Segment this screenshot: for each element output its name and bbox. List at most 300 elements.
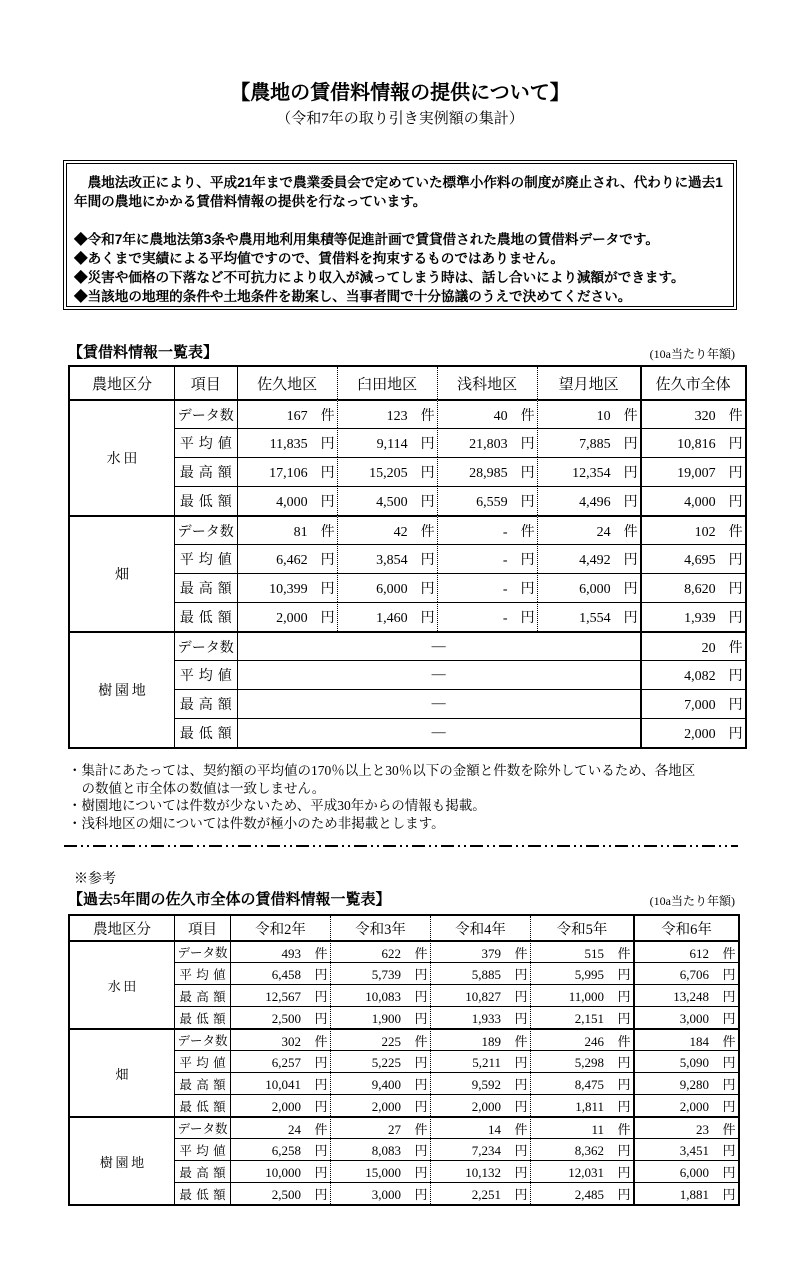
page-subtitle: （令和7年の取り引き実例額の集計）	[276, 111, 524, 127]
value-cell	[230, 1072, 330, 1094]
value: 2,251	[471, 1187, 502, 1202]
value: 102	[694, 524, 716, 540]
unit-label: 円	[514, 1055, 528, 1070]
unit-label: 円	[314, 1187, 328, 1202]
unit-label: 円	[520, 466, 535, 481]
item-cell: データ数	[174, 515, 237, 544]
value: 2,000	[471, 1099, 502, 1114]
value-cell	[633, 1094, 738, 1116]
value-cell	[437, 573, 537, 602]
value: 10,132	[465, 1165, 502, 1180]
value: 5,211	[472, 1055, 502, 1070]
category-cell: 樹園地	[70, 631, 174, 747]
value: -	[502, 611, 508, 626]
merged-empty-cell: ―	[237, 689, 640, 718]
value: 2,000	[684, 727, 716, 742]
table2-caption-row	[68, 888, 735, 909]
unit-label: 円	[414, 967, 428, 982]
value: 6,559	[476, 495, 508, 510]
value-cell	[330, 1072, 430, 1094]
value: 225	[381, 1033, 402, 1049]
unit-label: 円	[420, 611, 435, 626]
value-cell	[633, 1072, 738, 1094]
unit-label: 円	[320, 466, 335, 481]
value-cell	[330, 1028, 430, 1050]
section-divider	[64, 845, 738, 847]
unit-label: 円	[728, 495, 743, 510]
value: 515	[584, 945, 605, 961]
value-cell	[430, 1072, 530, 1094]
value-cell	[530, 1116, 633, 1138]
intro-box	[63, 160, 737, 310]
value-cell	[640, 544, 745, 573]
item-cell: 最高額	[174, 689, 237, 718]
unit-label: 円	[520, 582, 535, 597]
page-title: 【農地の賃借料情報の提供について】	[230, 82, 570, 104]
column-header: 令和6年	[633, 916, 738, 940]
unit-label: 円	[420, 437, 435, 452]
unit-label: 円	[414, 1165, 428, 1180]
intro-bullet: ◆災害や価格の下落など不可抗力により収入が減ってしまう時は、話し合いにより減額ができます。	[74, 270, 685, 285]
column-header: 農地区分	[93, 921, 151, 938]
category-cell: 水田	[70, 940, 174, 1028]
unit-label: 円	[728, 698, 743, 713]
value: 320	[694, 408, 716, 424]
unit-label: 円	[728, 553, 743, 568]
value-cell	[330, 1116, 430, 1138]
value: 10,000	[265, 1165, 302, 1180]
value-cell	[537, 573, 640, 602]
item-cell: 最低額	[174, 486, 237, 515]
value: 6,458	[271, 967, 302, 982]
unit-label: 円	[617, 1143, 631, 1158]
value-cell	[330, 1050, 430, 1072]
unit-label: 円	[722, 1143, 736, 1158]
value-cell	[430, 1182, 530, 1204]
value-cell	[640, 515, 745, 544]
value-cell	[640, 399, 745, 428]
value: 9,280	[679, 1077, 710, 1092]
value-cell	[237, 602, 337, 631]
unit-label: 円	[314, 1099, 328, 1114]
unit-label: 円	[617, 1055, 631, 1070]
unit-label: 円	[623, 553, 638, 568]
unit-label: 件	[514, 1121, 528, 1137]
value: 4,082	[684, 669, 716, 684]
value: 5,739	[371, 967, 402, 982]
column-header: 佐久市全体	[640, 367, 745, 399]
value-cell	[530, 1160, 633, 1182]
value-cell	[237, 399, 337, 428]
value-cell	[537, 399, 640, 428]
value-cell	[237, 457, 337, 486]
value: 12,567	[265, 989, 302, 1004]
value-cell	[530, 1094, 633, 1116]
value-cell	[537, 457, 640, 486]
unit-label: 円	[623, 495, 638, 510]
value: 20	[701, 640, 716, 656]
unit-label: 円	[414, 989, 428, 1004]
unit-label: 件	[314, 1121, 328, 1137]
intro-paragraph: 農地法改正により、平成21年まで農業委員会で定めていた標準小作料の制度が廃止され、代わりに過去1年間の農地にかかる賃借料情報の提供を行なっています。	[74, 175, 723, 209]
unit-label: 件	[728, 640, 743, 656]
value: 612	[689, 945, 710, 961]
value: 6,000	[376, 582, 408, 597]
unit-label: 円	[617, 967, 631, 982]
value: 10,399	[269, 582, 308, 597]
value: 9,114	[376, 437, 408, 452]
item-cell: 最高額	[174, 1160, 230, 1182]
item-cell: 平均値	[174, 1050, 230, 1072]
value: 2,000	[271, 1099, 302, 1114]
value-cell	[330, 1006, 430, 1028]
value-cell	[633, 1160, 738, 1182]
unit-label: 円	[623, 466, 638, 481]
value-cell	[640, 457, 745, 486]
value: 5,090	[679, 1055, 710, 1070]
value-cell	[230, 1138, 330, 1160]
value: 167	[286, 408, 308, 424]
item-cell: 最低額	[174, 602, 237, 631]
value-cell	[640, 602, 745, 631]
value: 11	[591, 1121, 605, 1137]
value-cell	[640, 573, 745, 602]
value-cell	[237, 428, 337, 457]
table1-caption: 【賃借料情報一覧表】	[68, 345, 219, 361]
unit-label: 円	[314, 1077, 328, 1092]
unit-label: 円	[314, 1165, 328, 1180]
unit-label: 件	[623, 408, 638, 424]
value-cell	[633, 940, 738, 962]
unit-label: 円	[314, 967, 328, 982]
value: 8,083	[371, 1143, 402, 1158]
merged-empty-cell: ―	[237, 718, 640, 747]
value-cell	[237, 544, 337, 573]
value-cell	[337, 399, 437, 428]
table2-caption: 【過去5年間の佐久市全体の賃借料情報一覧表】	[68, 892, 391, 908]
value-cell	[530, 1182, 633, 1204]
unit-label: 件	[414, 1033, 428, 1049]
unit-label: 円	[623, 582, 638, 597]
value-cell	[640, 660, 745, 689]
value: 2,000	[679, 1099, 710, 1114]
unit-label: 円	[617, 1165, 631, 1180]
value: 7,234	[471, 1143, 502, 1158]
value-cell	[337, 515, 437, 544]
value-cell	[430, 1028, 530, 1050]
value-cell	[237, 573, 337, 602]
five-year-history-table	[68, 914, 740, 1206]
unit-label: 円	[420, 553, 435, 568]
rental-info-table	[68, 365, 747, 749]
unit-label: 円	[314, 1055, 328, 1070]
value-cell	[537, 428, 640, 457]
value: 8,475	[574, 1077, 605, 1092]
unit-label: 円	[514, 989, 528, 1004]
unit-label: 円	[320, 437, 335, 452]
value-cell	[230, 1028, 330, 1050]
item-cell: データ数	[174, 1116, 230, 1138]
value: 6,000	[579, 582, 611, 597]
value-cell	[330, 940, 430, 962]
value: -	[502, 524, 508, 540]
unit-label: 円	[414, 1077, 428, 1092]
value-cell	[640, 486, 745, 515]
unit-label: 円	[520, 495, 535, 510]
unit-label: 円	[728, 727, 743, 742]
item-cell: データ数	[174, 1028, 230, 1050]
value: 11,835	[269, 437, 308, 452]
column-header: 令和3年	[330, 916, 430, 940]
value-cell	[633, 1028, 738, 1050]
value-cell	[337, 428, 437, 457]
value: 3,000	[371, 1187, 402, 1202]
unit-label: 円	[414, 1055, 428, 1070]
value-cell	[430, 1138, 530, 1160]
unit-label: 円	[414, 1011, 428, 1026]
value: 10	[596, 408, 611, 424]
value: 302	[281, 1033, 302, 1049]
value: 7,000	[684, 698, 716, 713]
value-cell	[633, 1138, 738, 1160]
value: 189	[481, 1033, 502, 1049]
value-cell	[230, 1050, 330, 1072]
value-cell	[537, 544, 640, 573]
column-header: 望月地区	[537, 367, 640, 399]
value-cell	[640, 718, 745, 747]
value-cell	[230, 1006, 330, 1028]
item-cell: 平均値	[174, 428, 237, 457]
value: 622	[381, 945, 402, 961]
value: 9,592	[471, 1077, 502, 1092]
value-cell	[530, 940, 633, 962]
value-cell	[230, 1116, 330, 1138]
unit-label: 件	[520, 524, 535, 540]
intro-bullet: ◆令和7年に農地法第3条や農用地利用集積等促進計画で賃貸借された農地の賃借料データです。	[74, 232, 659, 247]
value: 1,933	[471, 1011, 502, 1026]
item-cell: 平均値	[174, 544, 237, 573]
value: 2,000	[276, 611, 308, 626]
unit-label: 件	[414, 1121, 428, 1137]
value: 2,500	[271, 1011, 302, 1026]
value: 1,900	[371, 1011, 402, 1026]
value-cell	[437, 602, 537, 631]
value-cell	[237, 515, 337, 544]
value-cell	[230, 984, 330, 1006]
value-cell	[330, 1138, 430, 1160]
value: 12,354	[572, 466, 611, 481]
unit-label: 件	[514, 945, 528, 961]
unit-label: 円	[514, 1011, 528, 1026]
value: 4,000	[684, 495, 716, 510]
column-header: 令和5年	[530, 916, 633, 940]
value: -	[502, 582, 508, 597]
value-cell	[537, 486, 640, 515]
value-cell	[337, 486, 437, 515]
column-header: 項目	[174, 367, 237, 399]
value: 6,257	[271, 1055, 302, 1070]
value-cell	[633, 1182, 738, 1204]
value: 1,460	[376, 611, 408, 626]
value: 5,885	[471, 967, 502, 982]
value: 2,485	[574, 1187, 605, 1202]
value: 24	[288, 1121, 302, 1137]
value-cell	[230, 1160, 330, 1182]
unit-label: 件	[420, 524, 435, 540]
value-cell	[330, 984, 430, 1006]
category-cell: 樹園地	[70, 1116, 174, 1204]
unit-label: 円	[722, 1011, 736, 1026]
note-line: ・浅科地区の畑については件数が極小のため非掲載とします。	[68, 815, 445, 831]
value: 123	[386, 408, 408, 424]
category-cell: 水田	[70, 399, 174, 515]
value-cell	[537, 515, 640, 544]
value: 10,816	[677, 437, 716, 452]
unit-label: 円	[514, 967, 528, 982]
value-cell	[640, 631, 745, 660]
value: 3,451	[679, 1143, 710, 1158]
unit-label: 円	[722, 989, 736, 1004]
value-cell	[530, 1028, 633, 1050]
column-header: 臼田地区	[337, 367, 437, 399]
value: 10,041	[265, 1077, 302, 1092]
value-cell	[437, 515, 537, 544]
unit-label: 円	[722, 1187, 736, 1202]
unit-label: 円	[320, 582, 335, 597]
value: 2,500	[271, 1187, 302, 1202]
unit-label: 円	[728, 669, 743, 684]
value-cell	[633, 962, 738, 984]
item-cell: データ数	[174, 940, 230, 962]
value-cell	[430, 1160, 530, 1182]
value-cell	[437, 457, 537, 486]
table1-unit-note: (10a当たり年額)	[649, 347, 735, 361]
value-cell	[640, 689, 745, 718]
unit-label: 円	[314, 989, 328, 1004]
value: 6,706	[679, 967, 710, 982]
unit-label: 円	[722, 1055, 736, 1070]
value: 1,881	[679, 1187, 710, 1202]
unit-label: 件	[617, 945, 631, 961]
value-cell	[430, 940, 530, 962]
value-cell	[337, 544, 437, 573]
value: 5,995	[574, 967, 605, 982]
column-header: 令和4年	[430, 916, 530, 940]
note-line: の数値と市全体の数値は一致しません。	[68, 780, 326, 796]
unit-label: 件	[314, 945, 328, 961]
unit-label: 円	[722, 967, 736, 982]
value-cell	[430, 1116, 530, 1138]
value: 1,939	[684, 611, 716, 626]
value: -	[502, 553, 508, 568]
item-cell: 最高額	[174, 457, 237, 486]
value-cell	[530, 1006, 633, 1028]
unit-label: 円	[314, 1143, 328, 1158]
value: 9,400	[371, 1077, 402, 1092]
item-cell: 最低額	[174, 1182, 230, 1204]
unit-label: 円	[320, 611, 335, 626]
value: 40	[493, 408, 508, 424]
value: 23	[696, 1121, 710, 1137]
unit-label: 件	[520, 408, 535, 424]
value: 10,083	[365, 989, 402, 1004]
value-cell	[330, 1094, 430, 1116]
unit-label: 件	[617, 1033, 631, 1049]
value-cell	[430, 1050, 530, 1072]
value: 15,205	[369, 466, 408, 481]
value: 7,885	[579, 437, 611, 452]
value-cell	[430, 962, 530, 984]
value-cell	[530, 962, 633, 984]
value-cell	[633, 1050, 738, 1072]
item-cell: 最高額	[174, 1072, 230, 1094]
value: 28,985	[469, 466, 508, 481]
unit-label: 件	[414, 945, 428, 961]
value: 2,151	[574, 1011, 605, 1026]
value-cell	[330, 1160, 430, 1182]
unit-label: 件	[320, 408, 335, 424]
value: 6,000	[679, 1165, 710, 1180]
item-cell: 最低額	[174, 1006, 230, 1028]
value: 4,496	[579, 495, 611, 510]
merged-empty-cell: ―	[237, 631, 640, 660]
reference-label: ※参考	[74, 872, 116, 887]
value-cell	[437, 486, 537, 515]
value-cell	[430, 1006, 530, 1028]
unit-label: 円	[617, 1099, 631, 1114]
value: 1,811	[575, 1099, 605, 1114]
value: 5,225	[371, 1055, 402, 1070]
value: 8,620	[684, 582, 716, 597]
unit-label: 件	[314, 1033, 328, 1049]
value: 4,500	[376, 495, 408, 510]
unit-label: 円	[520, 437, 535, 452]
value-cell	[437, 399, 537, 428]
value: 27	[388, 1121, 402, 1137]
unit-label: 円	[728, 582, 743, 597]
unit-label: 円	[514, 1099, 528, 1114]
item-cell: 最低額	[174, 1094, 230, 1116]
item-cell: 平均値	[174, 660, 237, 689]
value: 13,248	[673, 989, 710, 1004]
category-cell: 畑	[70, 515, 174, 631]
unit-label: 円	[520, 553, 535, 568]
item-cell: データ数	[174, 631, 237, 660]
unit-label: 円	[623, 437, 638, 452]
unit-label: 件	[722, 1121, 736, 1137]
value: 3,000	[679, 1011, 710, 1026]
unit-label: 件	[722, 945, 736, 961]
value-cell	[530, 1050, 633, 1072]
item-cell: 最高額	[174, 984, 230, 1006]
item-cell: 最低額	[174, 718, 237, 747]
value: 19,007	[677, 466, 716, 481]
unit-label: 円	[728, 466, 743, 481]
value: 5,298	[574, 1055, 605, 1070]
column-header: 項目	[174, 916, 230, 940]
value-cell	[633, 1116, 738, 1138]
value-cell	[437, 428, 537, 457]
value: 12,031	[568, 1165, 605, 1180]
value-cell	[633, 1006, 738, 1028]
value-cell	[230, 1094, 330, 1116]
value-cell	[430, 984, 530, 1006]
column-header: 令和2年	[230, 916, 330, 940]
unit-label: 円	[728, 611, 743, 626]
unit-label: 円	[722, 1165, 736, 1180]
unit-label: 件	[728, 408, 743, 424]
note-line: ・樹園地については件数が少ないため、平成30年からの情報も掲載。	[68, 798, 486, 813]
